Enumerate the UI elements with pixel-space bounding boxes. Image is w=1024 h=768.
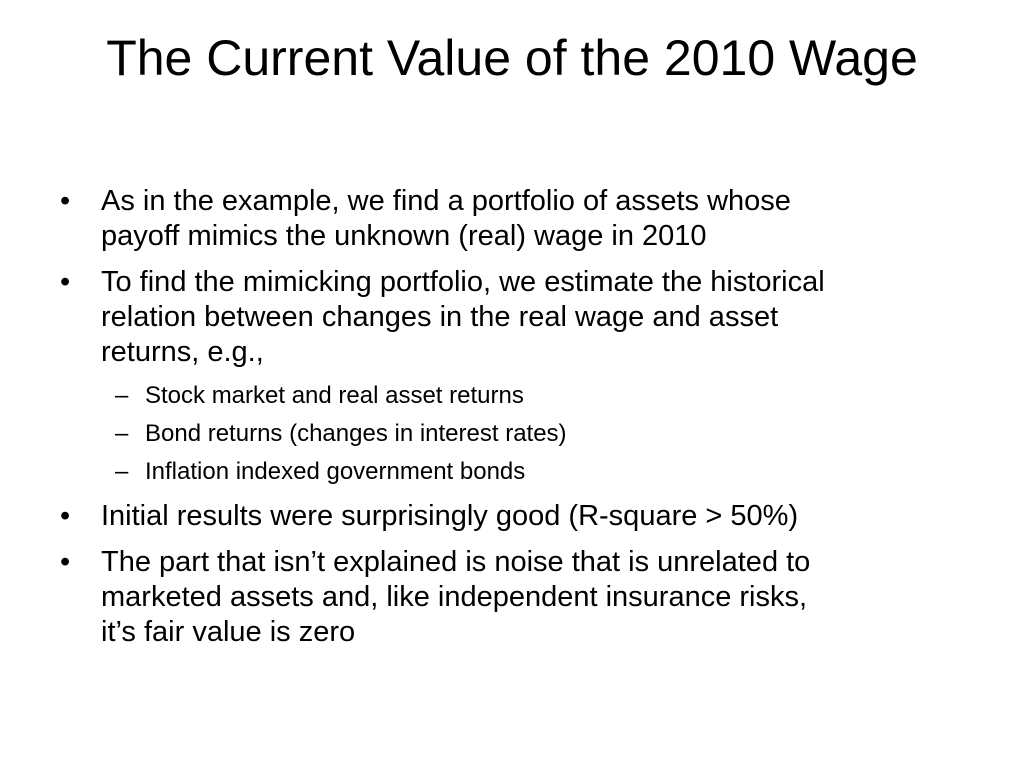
sub-bullet-item [60,419,1000,449]
sub-bullet-text: Inflation indexed government bonds [145,458,526,485]
slide-title: The Current Value of the 2010 Wage [106,30,918,86]
sub-bullet-item [60,457,1000,487]
bullet-list [60,184,1000,661]
sub-bullet-text: Bond returns (changes in interest rates) [145,420,567,447]
bullet-line: Initial results were surprisingly good (R-square > 50%) [101,500,799,532]
bullet-line: it’s fair value is zero [101,616,356,648]
bullet-line: As in the example, we find a portfolio of assets whose [101,185,791,217]
bullet-line: relation between changes in the real wage and asset [101,301,779,333]
bullet-line: To find the mimicking portfolio, we estimate the historical [101,266,825,298]
bullet-line: payoff mimics the unknown (real) wage in 2010 [101,220,707,252]
bullet-item [60,265,1000,370]
sub-bullet-list [60,381,1000,487]
bullet-mark: • [60,185,71,217]
bullet-line: marketed assets and, like independent insurance risks, [101,581,808,613]
bullet-mark: • [60,266,71,298]
sub-bullet-text: Stock market and real asset returns [145,382,524,409]
bullet-mark: • [60,500,71,532]
bullet-line: returns, e.g., [101,336,264,368]
dash-mark: – [115,420,129,447]
bullet-item [60,184,1000,254]
bullet-text [101,499,1000,534]
sub-bullet-item [60,381,1000,411]
bullet-text [101,184,1000,254]
bullet-line: The part that isn’t explained is noise that is unrelated to [101,546,811,578]
bullet-text [101,545,1000,650]
bullet-item [60,499,1000,534]
dash-mark: – [115,458,129,485]
dash-mark: – [115,382,129,409]
bullet-mark: • [60,546,71,578]
bullet-text [101,265,1000,370]
bullet-item [60,545,1000,650]
